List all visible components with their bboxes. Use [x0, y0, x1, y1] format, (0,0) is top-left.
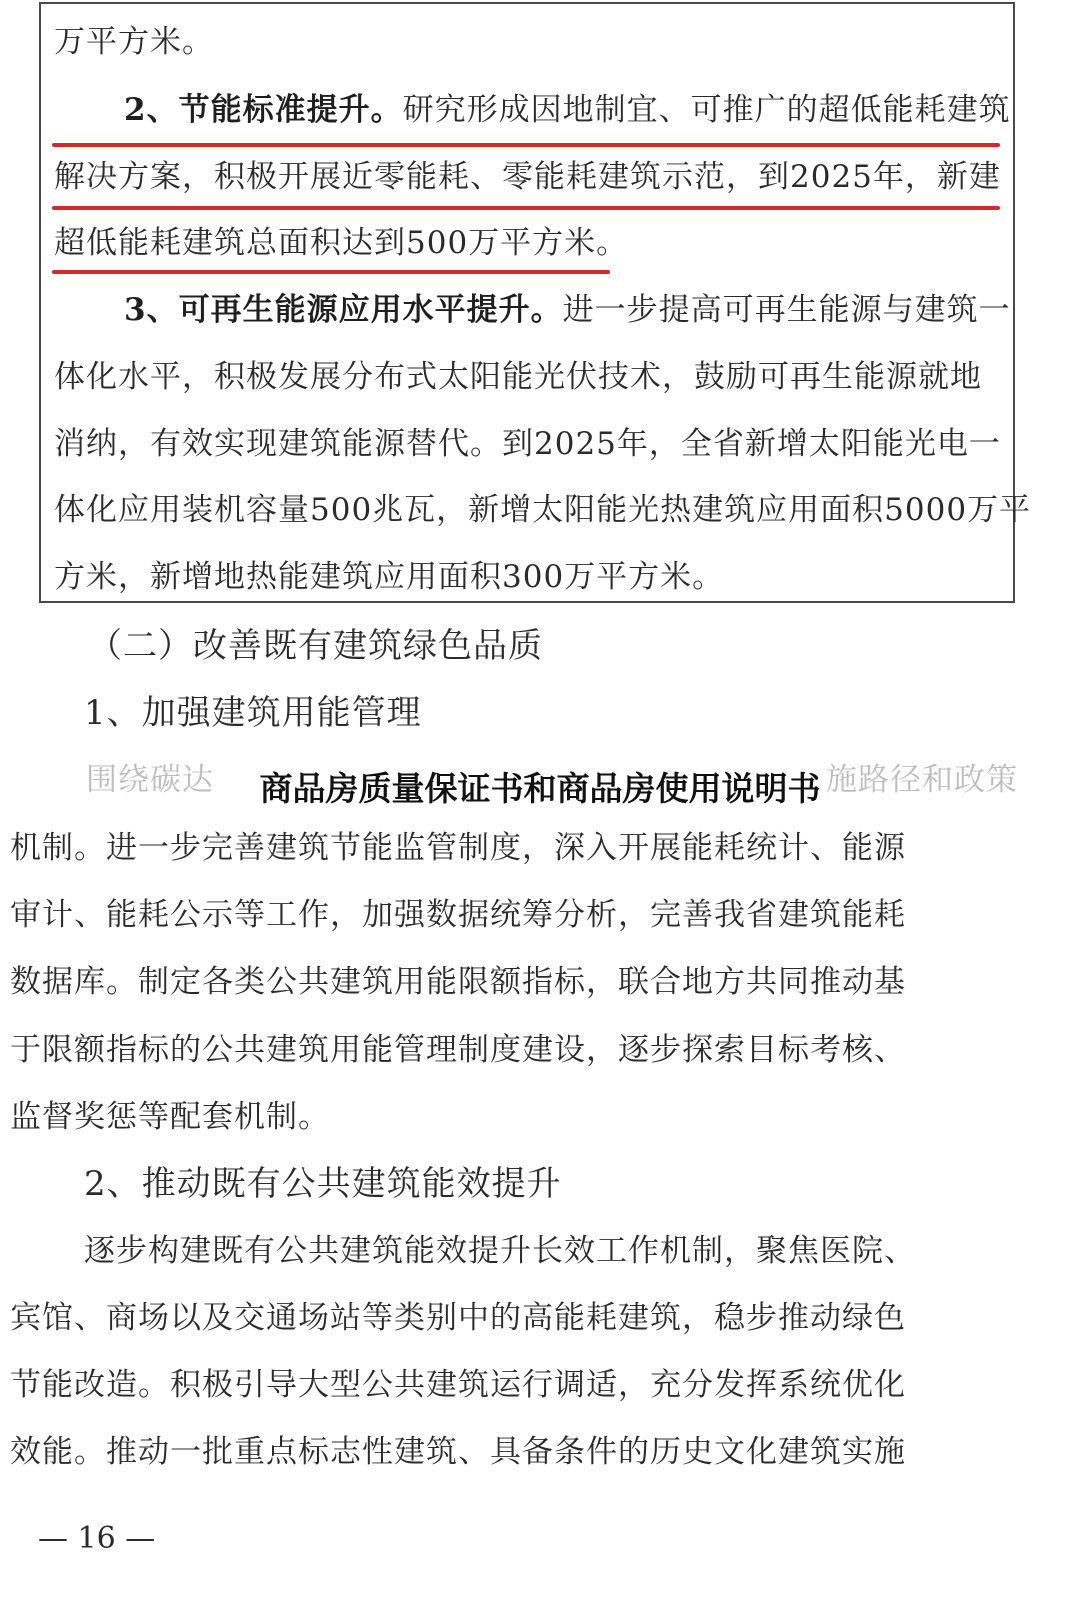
text-line: 效能。推动一批重点标志性建筑、具备条件的历史文化建筑实施 [10, 1434, 906, 1470]
section-heading: （二）改善既有建筑绿色品质 [88, 626, 543, 666]
text-line-faded: 施路径和政策 [826, 762, 1018, 798]
text-line: 体化水平，积极发展分布式太阳能光伏技术，鼓励可再生能源就地 [54, 359, 982, 395]
text-line: 消纳，有效实现建筑能源替代。到2025年，全省新增太阳能光电一 [54, 426, 1001, 462]
text-line: 机制。进一步完善建筑节能监管制度，深入开展能耗统计、能源 [10, 830, 906, 866]
subheading-1: 1、加强建筑用能管理 [84, 693, 422, 733]
subheading-2: 2、推动既有公共建筑能效提升 [84, 1164, 562, 1204]
text-line: 逐步构建既有公共建筑能效提升长效工作机制，聚焦医院、 [84, 1233, 916, 1269]
text-line: 体化应用装机容量500兆瓦，新增太阳能光热建筑应用面积5000万平 [54, 492, 1032, 528]
red-underline [52, 143, 1000, 147]
overlay-title: 商品房质量保证书和商品房使用说明书 [259, 769, 821, 808]
text-line: 万平方米。 [54, 24, 214, 60]
text-line: 节能改造。积极引导大型公共建筑运行调适，充分发挥系统优化 [10, 1367, 906, 1403]
text-line: 监督奖惩等配套机制。 [10, 1099, 330, 1135]
text-line: 于限额指标的公共建筑用能管理制度建设，逐步探索目标考核、 [10, 1032, 906, 1068]
text-line-item3 [124, 290, 1011, 330]
text-line: 宾馆、商场以及交通场站等类别中的高能耗建筑，稳步推动绿色 [10, 1300, 906, 1336]
item2-title: 2、节能标准提升。 [124, 92, 403, 128]
red-underline [52, 206, 1000, 210]
text-line: 方米，新增地热能建筑应用面积300万平方米。 [54, 559, 725, 595]
text-line: 审计、能耗公示等工作，加强数据统筹分析，完善我省建筑能耗 [10, 897, 906, 933]
text-line-faded: 围绕碳达 [86, 762, 214, 798]
item3-title: 3、可再生能源应用水平提升。 [124, 292, 563, 328]
item3-text: 进一步提高可再生能源与建筑一 [562, 292, 1011, 328]
text-line-item2 [124, 90, 1011, 130]
text-line: 数据库。制定各类公共建筑用能限额指标，联合地方共同推动基 [10, 964, 906, 1000]
item2-text: 研究形成因地制宜、可推广的超低能耗建筑 [402, 92, 1011, 128]
text-line: 超低能耗建筑总面积达到500万平方米。 [54, 225, 629, 261]
text-line: 解决方案，积极开展近零能耗、零能耗建筑示范，到2025年，新建 [54, 159, 1001, 195]
page-number: — 16 — [38, 1521, 156, 1556]
red-underline [52, 270, 610, 274]
